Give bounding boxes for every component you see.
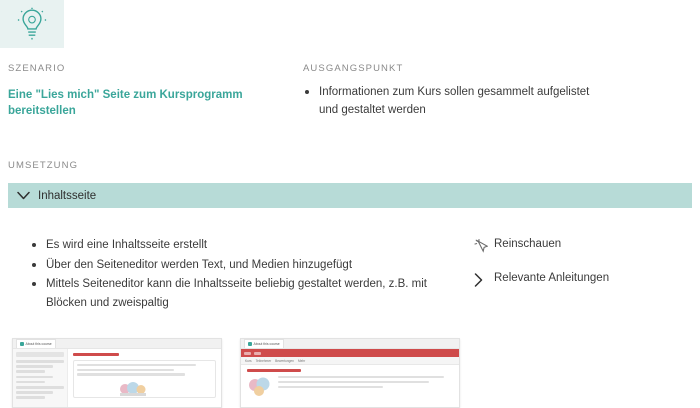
scenario-section-label: SZENARIO	[8, 63, 66, 74]
thumbnail-sidebar	[13, 349, 68, 407]
sidebar-row-placeholder	[16, 365, 53, 368]
thumbnail-title-placeholder	[73, 353, 119, 356]
thumbnail-main	[241, 365, 459, 402]
chevron-down-icon[interactable]	[8, 191, 38, 200]
implementation-list	[30, 236, 430, 314]
thumbnail-text-block	[278, 376, 453, 390]
starting-point-list	[303, 84, 593, 120]
text-line-placeholder	[77, 373, 185, 375]
text-line-placeholder	[278, 381, 429, 383]
thumbnail-appbar	[241, 349, 459, 357]
sidebar-row-placeholder	[16, 396, 45, 399]
thumbnail-nav-tabs	[241, 357, 459, 365]
link-reinschauen[interactable]	[474, 238, 561, 253]
nav-item: Teilnehmer	[255, 358, 272, 363]
sidebar-row-placeholder	[16, 370, 45, 373]
sidebar-row-placeholder	[16, 391, 53, 394]
browser-topbar	[241, 339, 459, 349]
sidebar-row-placeholder	[16, 376, 53, 379]
nav-item: Mehr	[297, 358, 306, 363]
browser-tab	[16, 339, 56, 348]
browser-tab-label: About this course	[253, 342, 280, 346]
list-item: Informationen zum Kurs sollen gesammelt aufgelistet und gestaltet werden	[303, 84, 593, 120]
screenshot-thumbnail-page[interactable]	[240, 338, 460, 408]
cursor-click-icon	[474, 238, 494, 253]
text-line-placeholder	[278, 386, 383, 388]
nav-item: Kurs	[245, 358, 252, 363]
text-line-placeholder	[278, 376, 444, 378]
lightbulb-icon	[17, 7, 47, 41]
link-label: Relevante Anleitungen	[494, 272, 610, 284]
starting-point-section-label: AUSGANGSPUNKT	[303, 63, 404, 74]
illustration-placeholder	[247, 376, 273, 398]
sidebar-row-placeholder	[16, 360, 64, 363]
link-label: Reinschauen	[494, 238, 562, 250]
scenario-title: Eine "Lies mich" Seite zum Kursprogramm bereitstellen	[8, 89, 243, 117]
text-line-placeholder	[77, 364, 196, 366]
accordion-title: Inhaltsseite	[38, 189, 97, 202]
sidebar-header-placeholder	[16, 352, 64, 357]
favicon-icon	[20, 342, 24, 346]
thumbnail-body	[13, 349, 221, 407]
appbar-chip	[254, 352, 261, 355]
appbar-chip	[244, 352, 251, 355]
thumbnail-title-placeholder	[247, 369, 301, 372]
illustration-placeholder	[116, 379, 150, 396]
sidebar-row-placeholder	[16, 386, 64, 389]
list-item: Es wird eine Inhaltsseite erstellt	[30, 236, 430, 255]
link-relevante-anleitungen[interactable]	[474, 272, 609, 287]
thumbnail-main	[68, 349, 221, 407]
header-accent-strip	[0, 0, 64, 48]
thumbnail-content-card	[73, 360, 216, 398]
text-line-placeholder	[77, 369, 174, 371]
chevron-right-icon	[474, 272, 494, 287]
browser-tab-label: About this course	[25, 342, 52, 346]
nav-item: Bewertungen	[275, 358, 294, 363]
list-item: Mittels Seiteneditor kann die Inhaltsseite beliebig gestaltet werden, z.B. mit Blöcken und zweispaltig	[30, 275, 430, 312]
thumbnail-content-row	[247, 376, 453, 398]
implementation-section-label: UMSETZUNG	[8, 160, 79, 171]
accordion-inhaltsseite[interactable]	[8, 183, 692, 208]
browser-tab	[244, 339, 284, 348]
list-item: Über den Seiteneditor werden Text, und Medien hinzugefügt	[30, 256, 430, 275]
screenshot-thumbnail-editor[interactable]	[12, 338, 222, 408]
favicon-icon	[248, 342, 252, 346]
sidebar-row-placeholder	[16, 381, 45, 384]
browser-topbar	[13, 339, 221, 349]
